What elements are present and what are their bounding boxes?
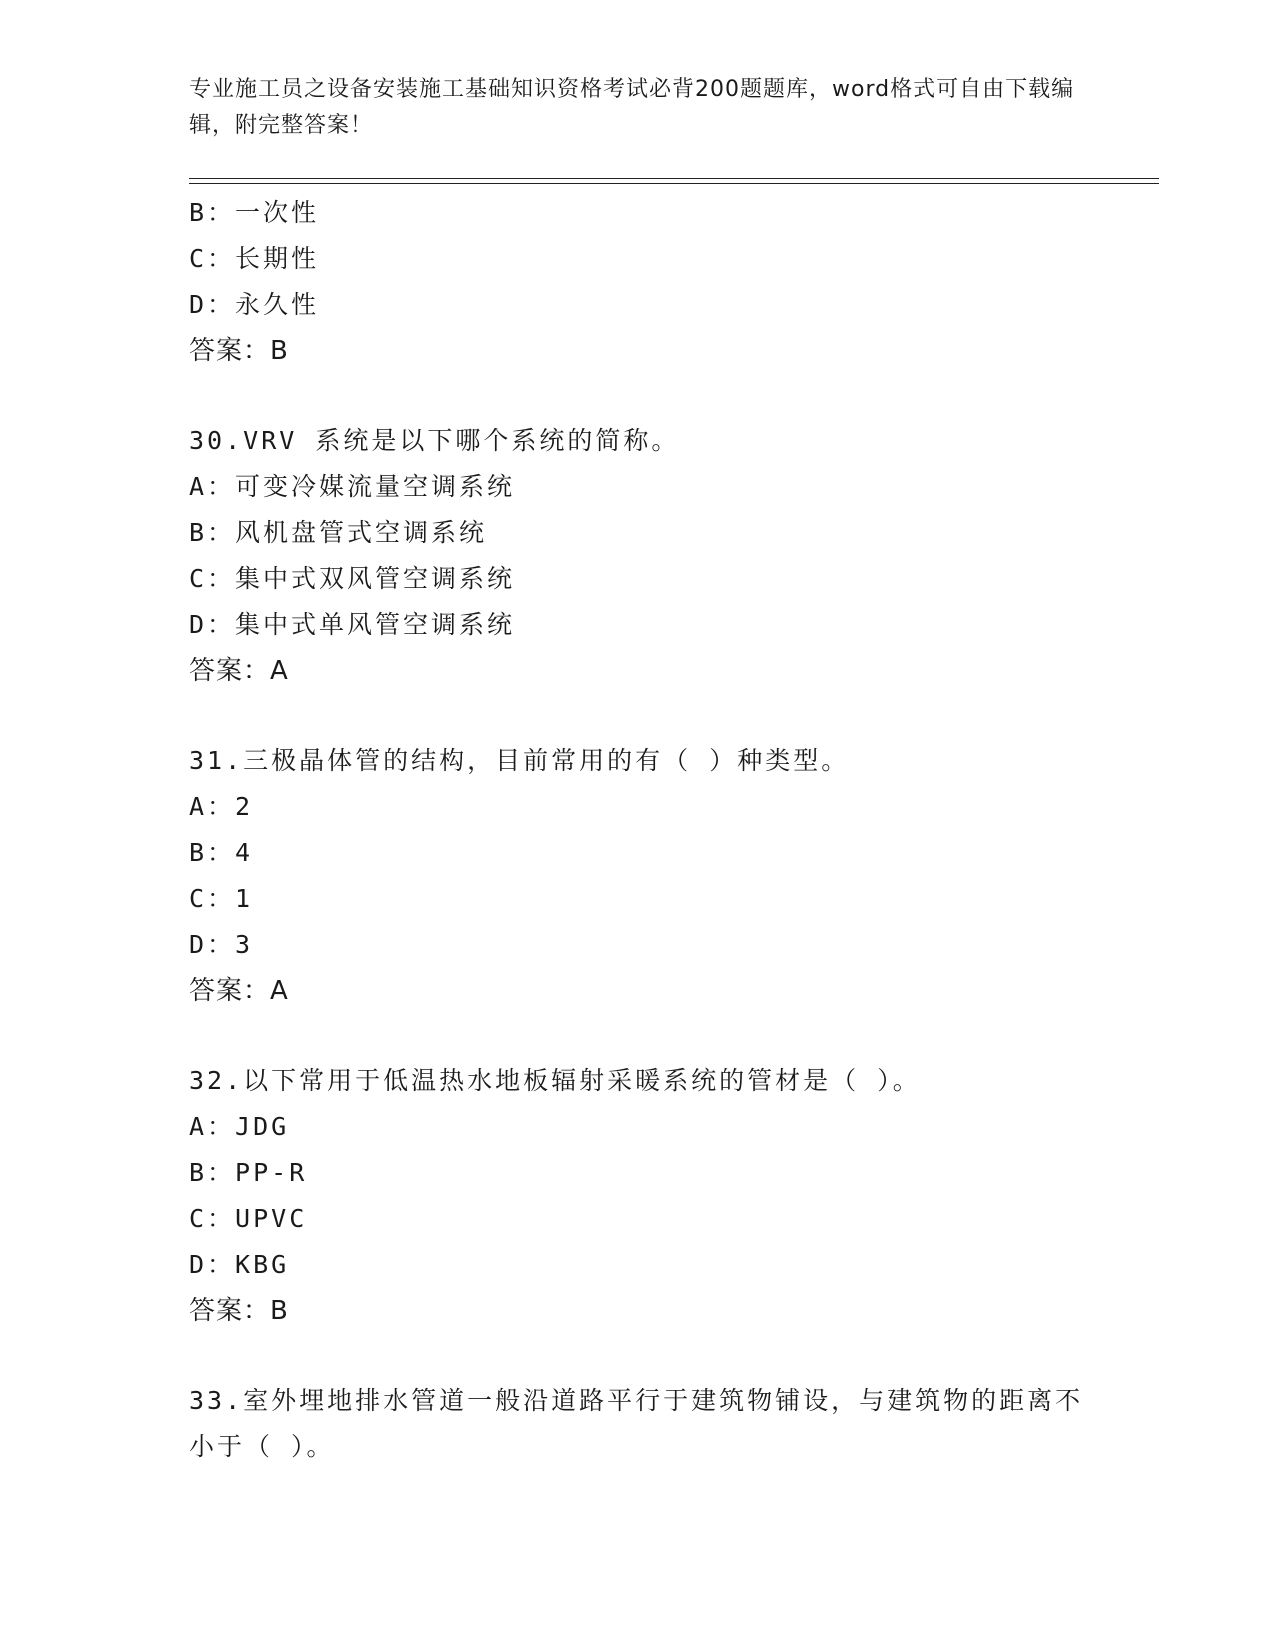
option-c: C：集中式双风管空调系统 bbox=[189, 564, 516, 593]
question-text: 32.以下常用于低温热水地板辐射采暖系统的管材是（ ）。 bbox=[189, 1066, 921, 1095]
question-block-32 bbox=[189, 1058, 1109, 1334]
question-block-30 bbox=[189, 418, 1109, 694]
answer-line: 答案：B bbox=[189, 336, 289, 366]
question-block-31 bbox=[189, 738, 1109, 1014]
question-text: 31.三极晶体管的结构，目前常用的有（ ）种类型。 bbox=[189, 746, 850, 775]
question-list bbox=[189, 190, 1109, 1470]
option-b: B：一次性 bbox=[189, 198, 320, 227]
option-c: C：长期性 bbox=[189, 244, 320, 273]
option-d: D：集中式单风管空调系统 bbox=[189, 610, 516, 639]
option-a: A：JDG bbox=[189, 1112, 290, 1141]
question-block-prev bbox=[189, 190, 1109, 374]
question-block-33 bbox=[189, 1378, 1109, 1470]
question-text: 33.室外埋地排水管道一般沿道路平行于建筑物铺设，与建筑物的距离不小于（ ）。 bbox=[189, 1386, 1084, 1461]
document-header: 专业施工员之设备安装施工基础知识资格考试必背200题题库，word格式可自由下载编辑，附完整答案！ bbox=[189, 77, 1075, 138]
option-d: D：KBG bbox=[189, 1250, 290, 1279]
option-d: D：3 bbox=[189, 930, 254, 959]
option-b: B：风机盘管式空调系统 bbox=[189, 518, 488, 547]
option-a: A：可变冷媒流量空调系统 bbox=[189, 472, 516, 501]
answer-line: 答案：A bbox=[189, 656, 289, 686]
answer-line: 答案：B bbox=[189, 1296, 289, 1326]
answer-line: 答案：A bbox=[189, 976, 289, 1006]
option-d: D：永久性 bbox=[189, 290, 320, 319]
question-text: 30.VRV 系统是以下哪个系统的简称。 bbox=[189, 426, 680, 455]
option-c: C：UPVC bbox=[189, 1204, 308, 1233]
option-c: C：1 bbox=[189, 884, 254, 913]
header-rule-bottom bbox=[189, 183, 1159, 184]
option-b: B：PP-R bbox=[189, 1158, 308, 1187]
header-rule-top bbox=[189, 178, 1159, 179]
option-b: B：4 bbox=[189, 838, 254, 867]
option-a: A：2 bbox=[189, 792, 254, 821]
